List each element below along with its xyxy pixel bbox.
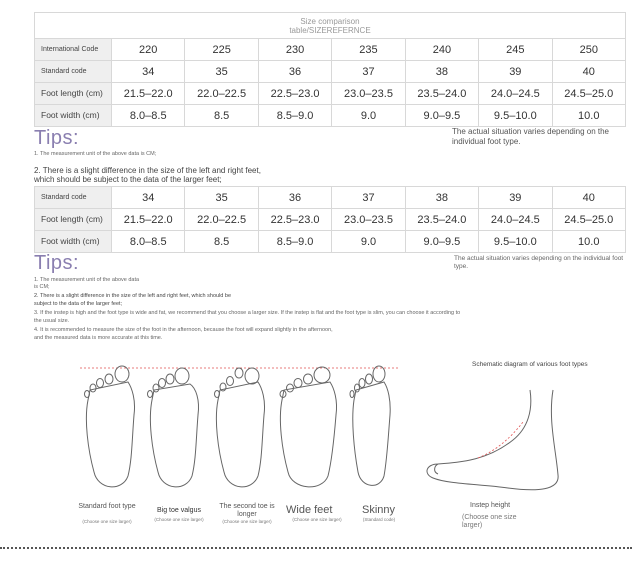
- table-row: [35, 83, 626, 105]
- size-table-1: [34, 12, 626, 127]
- table-cell: 240: [405, 39, 478, 61]
- table-title: [35, 13, 626, 39]
- table-row: [35, 209, 626, 231]
- foot-sub-label: (Choose one size larger): [222, 519, 272, 524]
- table-cell: 9.0: [332, 105, 405, 127]
- table-cell: 40: [552, 187, 625, 209]
- table-cell: 9.0: [332, 231, 405, 253]
- instep-side-view-icon: [418, 380, 568, 500]
- tips-side-note: The actual situation varies depending on the individual foot type.: [454, 255, 624, 270]
- table-cell: 39: [479, 61, 552, 83]
- table-cell: 23.0–23.5: [332, 83, 405, 105]
- instep-label: Instep height: [470, 502, 511, 509]
- table-cell: 245: [479, 39, 552, 61]
- table-cell: 230: [258, 39, 331, 61]
- table-cell: 250: [552, 39, 625, 61]
- table-cell: 38: [405, 61, 478, 83]
- table-cell: 39: [479, 187, 552, 209]
- table-cell: 24.0–24.5: [479, 83, 552, 105]
- table-cell: 8.5: [185, 231, 258, 253]
- table-cell: 40: [552, 61, 625, 83]
- tips-line: 4. It is recommended to measure the size of the foot in the afternoon, because the foot will expand slightly in the afternoon,: [34, 327, 333, 333]
- row-label: Foot width (cm): [35, 231, 112, 253]
- size-table-2: [34, 186, 626, 253]
- foot-label: Skinny: [362, 504, 396, 516]
- table-cell: 36: [258, 187, 331, 209]
- row-label: International Code: [35, 39, 112, 61]
- table-cell: 9.5–10.0: [479, 105, 552, 127]
- table-cell: 9.0–9.5: [405, 105, 478, 127]
- table-cell: 38: [405, 187, 478, 209]
- table-title-line1: Size comparison: [300, 16, 360, 26]
- table-cell: 24.0–24.5: [479, 209, 552, 231]
- table-cell: 36: [258, 61, 331, 83]
- tips-heading: Tips:: [34, 127, 80, 149]
- table-cell: 37: [332, 61, 405, 83]
- table-cell: 22.0–22.5: [185, 83, 258, 105]
- row-label: Foot width (cm): [35, 105, 112, 127]
- table-row: [35, 187, 626, 209]
- table-cell: 10.0: [552, 231, 625, 253]
- big-toe-valgus-foot-icon: [148, 368, 199, 487]
- wide-foot-icon: [280, 367, 337, 487]
- table-cell: 8.5–9.0: [258, 105, 331, 127]
- table-cell: 24.5–25.0: [552, 209, 625, 231]
- table-cell: 10.0: [552, 105, 625, 127]
- row-label: Foot length (cm): [35, 209, 112, 231]
- foot-sub-label: (Choose one size larger): [82, 519, 132, 524]
- table-cell: 23.0–23.5: [332, 209, 405, 231]
- tips-line: the usual size.: [34, 318, 70, 324]
- foot-outlines: [70, 360, 410, 500]
- table-cell: 220: [112, 39, 185, 61]
- row-label: Standard code: [35, 187, 112, 209]
- table-cell: 9.0–9.5: [405, 231, 478, 253]
- foot-label: The second toe is longer: [219, 503, 275, 518]
- foot-sub-label: (Standard code): [362, 517, 396, 522]
- foot-sub-label: (Choose one size larger): [292, 517, 342, 522]
- tips-line: is CM;: [34, 284, 50, 290]
- skinny-foot-icon: [350, 366, 390, 485]
- table-cell: 37: [332, 187, 405, 209]
- table-cell: 24.5–25.0: [552, 83, 625, 105]
- table-row: [35, 105, 626, 127]
- table-cell: 22.0–22.5: [185, 209, 258, 231]
- table-cell: 225: [185, 39, 258, 61]
- table-cell: 22.5–23.0: [258, 209, 331, 231]
- tips-line: which should be subject to the data of the larger feet;: [34, 175, 222, 184]
- tips-line: 1. The measurement unit of the above data: [34, 277, 140, 283]
- table-cell: 34: [112, 61, 185, 83]
- standard-foot-icon: [85, 366, 135, 487]
- table-cell: 34: [112, 187, 185, 209]
- bottom-divider: [0, 547, 632, 549]
- tips-line: 2. There is a slight difference in the size of the left and right feet,: [34, 166, 261, 175]
- foot-label: Wide feet: [286, 504, 333, 516]
- tips-line: 2. There is a slight difference in the size of the left and right feet, which should be: [34, 293, 231, 299]
- table-cell: 8.5: [185, 105, 258, 127]
- table-cell: 23.5–24.0: [405, 83, 478, 105]
- table-cell: 8.0–8.5: [112, 105, 185, 127]
- row-label: Foot length (cm): [35, 83, 112, 105]
- tips-line: 1. The measurement unit of the above data is CM;: [34, 151, 157, 157]
- table-row: [35, 231, 626, 253]
- foot-label: Big toe valgus: [157, 507, 201, 514]
- tips-heading: Tips:: [34, 252, 80, 274]
- table-cell: 8.0–8.5: [112, 231, 185, 253]
- tips-line: and the measured data is more accurate at this time.: [34, 335, 163, 341]
- table-cell: 21.5–22.0: [112, 209, 185, 231]
- row-label: Standard code: [35, 61, 112, 83]
- table-cell: 8.5–9.0: [258, 231, 331, 253]
- table-row: [35, 61, 626, 83]
- foot-sub-label: (Choose one size larger): [154, 517, 204, 522]
- tips-line: subject to the data of the larger feet;: [34, 301, 123, 307]
- table-row: [35, 39, 626, 61]
- table-cell: 35: [185, 61, 258, 83]
- table-cell: 21.5–22.0: [112, 83, 185, 105]
- table-cell: 9.5–10.0: [479, 231, 552, 253]
- foot-label: Standard foot type: [78, 503, 136, 510]
- table-cell: 23.5–24.0: [405, 209, 478, 231]
- tips-line: 3. If the instep is high and the foot type is wide and fat, we recommend that you choose a larger size. If the instep is flat and the foot type is slim, you can choose it according to: [34, 310, 461, 316]
- tips-side-note: The actual situation varies depending on the individual foot type.: [452, 127, 609, 146]
- diagram-title: Schematic diagram of various foot types: [472, 361, 588, 368]
- instep-sub-label: (Choose one size larger): [462, 514, 517, 529]
- second-toe-longer-foot-icon: [215, 368, 265, 487]
- table-cell: 35: [185, 187, 258, 209]
- table-cell: 22.5–23.0: [258, 83, 331, 105]
- table-cell: 235: [332, 39, 405, 61]
- table-title-line2: table/SIZEREFERNCE: [289, 25, 371, 35]
